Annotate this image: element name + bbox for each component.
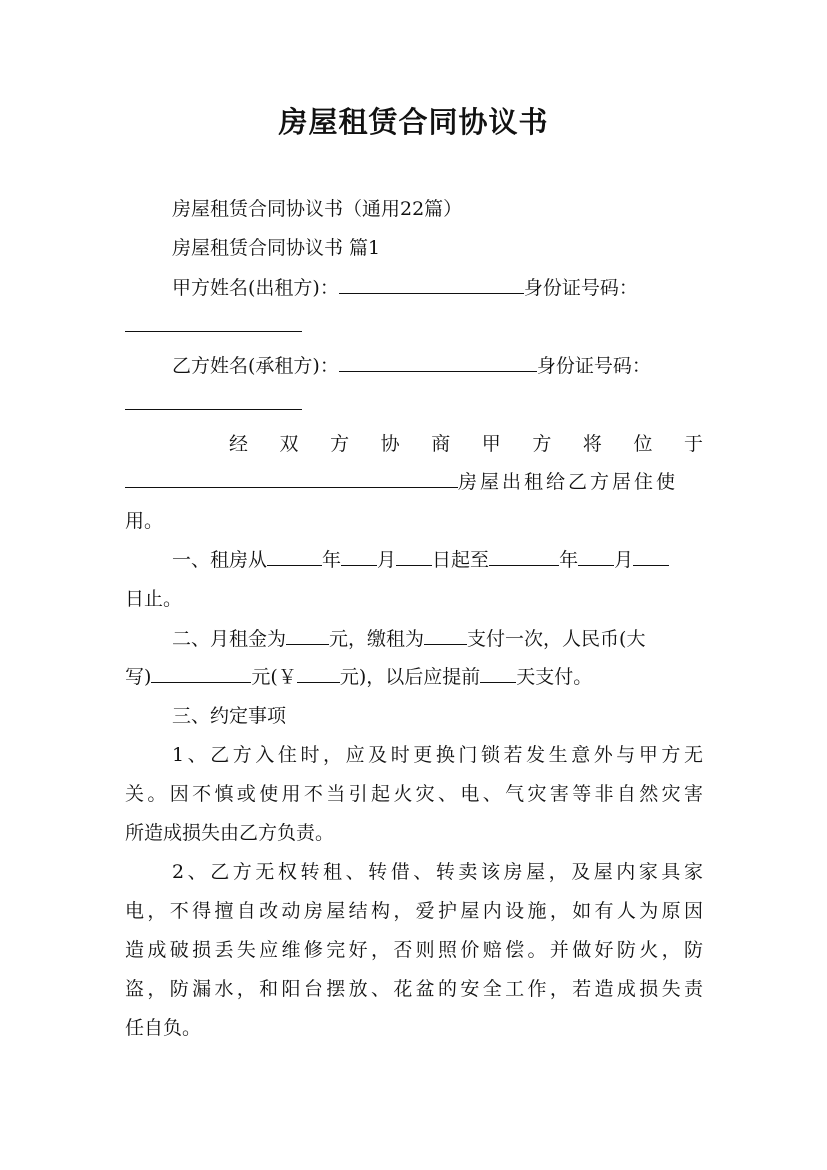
- party-b-label: 乙方姓名(承租方)：: [172, 355, 339, 377]
- intro-line-1: [229, 428, 703, 460]
- clause-1-line-2: 日止。: [125, 588, 183, 610]
- clause-3-item-2-line-5: 任自负。: [125, 1017, 202, 1039]
- clause-2-yuan-3: 元)，以后应提前: [339, 666, 481, 688]
- clause-1-text: 一、租房从: [172, 549, 268, 571]
- clause-3-heading: 三、约定事项: [172, 705, 287, 727]
- party-a-id-line: [125, 310, 703, 342]
- clause-2-text: 二、月租金为: [172, 628, 287, 650]
- party-a-id-label: 身份证号码：: [523, 277, 638, 299]
- section-heading: 房屋租赁合同协议书 篇1: [172, 237, 381, 259]
- party-b-id-line: [125, 388, 703, 420]
- clause-2-line-2: [125, 661, 703, 693]
- party-b-line: [172, 350, 703, 382]
- party-b-id-label: 身份证号码：: [536, 355, 651, 377]
- start-month-blank: [341, 544, 377, 566]
- end-month-blank: [578, 544, 614, 566]
- clause-1-year: 年: [322, 549, 342, 571]
- clause-2-yuan: 元，缴租为: [329, 628, 425, 650]
- intro-text-2: 房屋出租给乙方居住使: [458, 471, 679, 493]
- clause-1-month: 月: [377, 549, 397, 571]
- intro-text-1: 经 双 方 协 商 甲 方 将 位 于: [229, 433, 703, 455]
- party-a-name-blank: [339, 272, 524, 294]
- clause-2-line-1: [172, 623, 703, 655]
- clause-2-pay-once: 支付一次，人民币(大: [467, 628, 646, 650]
- end-year-blank: [489, 544, 559, 566]
- document-title: 房屋租赁合同协议书: [278, 105, 549, 139]
- party-b-name-blank: [339, 350, 537, 372]
- advance-days-blank: [480, 661, 516, 683]
- amount-words-blank: [151, 661, 251, 683]
- start-year-blank: [267, 544, 322, 566]
- payment-period-blank: [424, 623, 467, 645]
- amount-figures-blank: [297, 661, 340, 683]
- clause-2-line2-start: 写): [125, 666, 152, 688]
- party-a-line: [172, 272, 703, 304]
- clause-2-days: 天支付。: [516, 666, 593, 688]
- clause-3-item-2-line-1: 2、乙方无权转租、转借、转卖该房屋，及屋内家具家: [172, 861, 703, 883]
- clause-1-day: 日起至: [432, 549, 490, 571]
- clause-2-yuan-2: 元(￥: [251, 666, 297, 688]
- clause-3-item-1-line-1: 1、乙方入住时，应及时更换门锁若发生意外与甲方无: [172, 744, 703, 766]
- party-a-label: 甲方姓名(出租方)：: [172, 277, 339, 299]
- end-day-blank: [633, 544, 669, 566]
- party-b-id-blank: [125, 388, 302, 410]
- intro-line-3: 用。: [125, 510, 164, 532]
- clause-1-line-1: [172, 544, 703, 576]
- clause-3-item-2-line-4: 盗，防漏水，和阳台摆放、花盆的安全工作，若造成损失责: [125, 978, 703, 1000]
- document-subtitle: 房屋租赁合同协议书（通用22篇）: [172, 198, 463, 220]
- clause-3-item-1-line-2: 关。因不慎或使用不当引起火灾、电、气灾害等非自然灾害: [125, 783, 703, 805]
- clause-1-year-2: 年: [559, 549, 579, 571]
- property-address-blank: [125, 466, 458, 488]
- monthly-rent-blank: [286, 623, 329, 645]
- start-day-blank: [396, 544, 432, 566]
- party-a-id-blank: [125, 310, 302, 332]
- clause-3-item-2-line-3: 造成破损丢失应维修完好，否则照价赔偿。并做好防火，防: [125, 939, 703, 961]
- clause-3-item-1-line-3: 所造成损失由乙方负责。: [125, 822, 335, 844]
- clause-3-item-2-line-2: 电，不得擅自改动房屋结构，爱护屋内设施，如有人为原因: [125, 900, 703, 922]
- clause-1-month-2: 月: [614, 549, 634, 571]
- intro-line-2: [125, 466, 703, 498]
